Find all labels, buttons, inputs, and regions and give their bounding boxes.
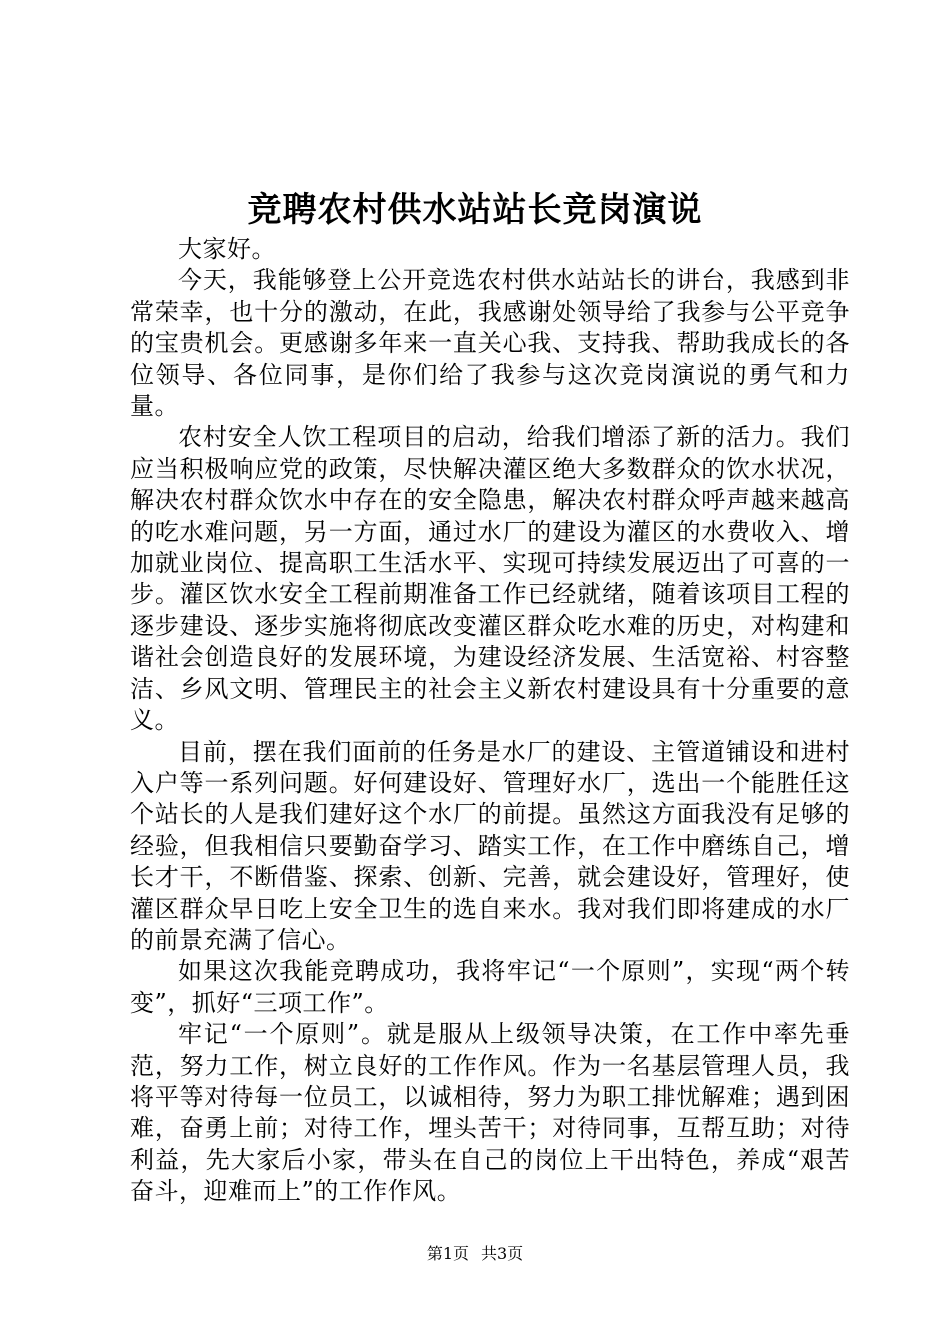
paragraph-introduction: 今天，我能够登上公开竞选农村供水站站长的讲台，我感到非常荣幸，也十分的激动，在此，我感谢处领导给了我参与公平竞争的宝贵机会。更感谢多年来一直关心我、支持我、帮助我成长的各位领导、各位同事，是你们给了我参与这次竞岗演说的勇气和力量。 — [130, 266, 850, 421]
paragraph-greeting: 大家好。 — [178, 235, 276, 263]
paragraph-principle: 牢记“一个原则”。就是服从上级领导决策，在工作中率先垂范，努力工作，树立良好的工作作风。作为一名基层管理人员，我将平等对待每一位员工，以诚相待，努力为职工排忧解难；遇到困难，奋勇上前；对待工作，埋头苦干；对待同事，互帮互助；对待利益，先大家后小家，带头在自己的岗位上干出特色，养成“艰苦奋斗，迎难而上”的工作作风。 — [130, 1020, 850, 1206]
page-footer — [0, 1243, 950, 1265]
paragraph-project-significance: 农村安全人饮工程项目的启动，给我们增添了新的活力。我们应当积极响应党的政策，尽快解决灌区绝大多数群众的饮水状况，解决农村群众饮水中存在的安全隐患，解决农村群众呼声越来越高的吃水难问题，另一方面，通过水厂的建设为灌区的水费收入、增加就业岗位、提高职工生活水平、实现可持续发展迈出了可喜的一步。灌区饮水安全工程前期准备工作已经就绪，随着该项目工程的逐步建设、逐步实施将彻底改变灌区群众吃水难的历史，对构建和谐社会创造良好的发展环境，为建设经济发展、生活宽裕、村容整洁、乡风文明、管理民主的社会主义新农村建设具有十分重要的意义。 — [130, 423, 850, 735]
document-body — [130, 234, 850, 1208]
paragraph-commitment: 如果这次我能竞聘成功，我将牢记“一个原则”，实现“两个转变”，抓好“三项工作”。 — [130, 957, 850, 1017]
document-title: 竞聘农村供水站站长竞岗演说 — [247, 190, 703, 230]
paragraph-current-tasks: 目前，摆在我们面前的任务是水厂的建设、主管道铺设和进村入户等一系列问题。好何建设好、管理好水厂，选出一个能胜任这个站长的人是我们建好这个水厂的前提。虽然这方面我没有足够的经验，但我相信只要勤奋学习、踏实工作，在工作中磨练自己，增长才干，不断借鉴、探索、创新、完善，就会建设好，管理好，使灌区群众早日吃上安全卫生的选自来水。我对我们即将建成的水厂的前景充满了信心。 — [130, 737, 850, 954]
page-number: 第1页 — [426, 1244, 469, 1263]
page-total: 共3页 — [481, 1244, 524, 1263]
